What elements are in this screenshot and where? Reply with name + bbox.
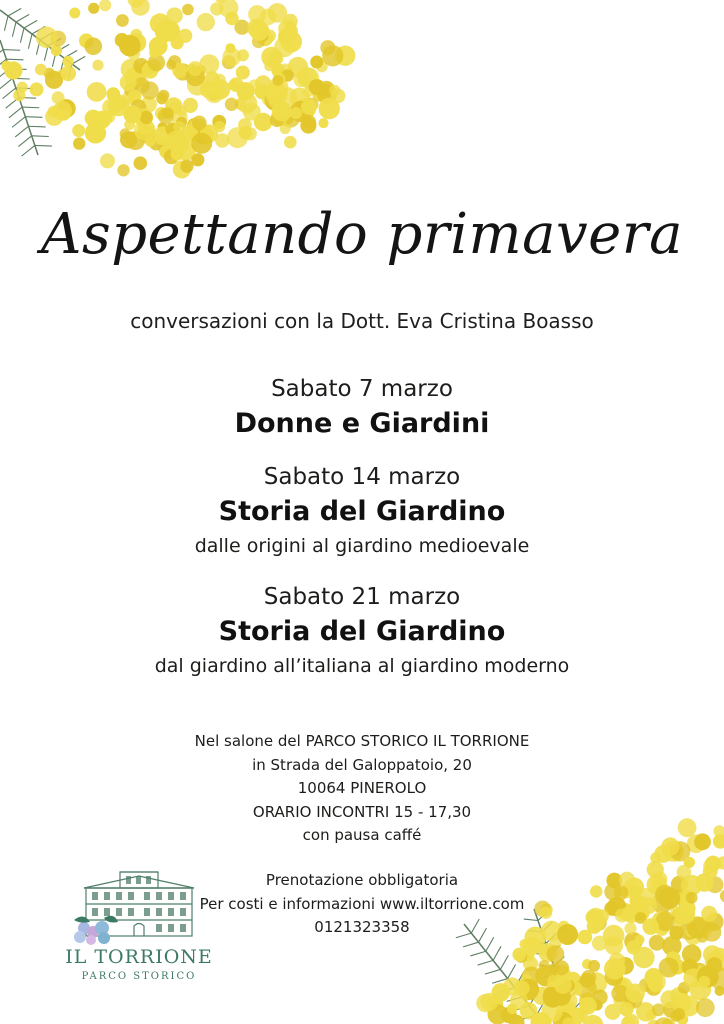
booking-note: Prenotazione obbligatoria [265, 871, 459, 889]
logo-name: IL TORRIONE [65, 946, 213, 968]
venue-line: con pausa caffé [302, 826, 422, 844]
event-1 [0, 376, 724, 439]
event-date: Sabato 7 marzo [271, 376, 453, 402]
event-date: Sabato 21 marzo [263, 584, 461, 610]
event-date: Sabato 14 marzo [263, 464, 461, 490]
event-topic: Storia del Giardino [218, 616, 506, 647]
villa-building-icon [60, 868, 218, 946]
venue-line: in Strada del Galoppatoio, 20 [252, 755, 472, 774]
info-website[interactable]: Per costi e informazioni www.iltorrione.com [199, 894, 525, 913]
event-topic: Storia del Giardino [218, 496, 506, 527]
logo-subtitle: PARCO STORICO [81, 971, 197, 982]
event-description: dal giardino all’italiana al giardino moderno [154, 655, 570, 677]
event-topic: Donne e Giardini [234, 408, 490, 439]
event-2 [0, 464, 724, 557]
poster-title: Aspettando primavera [41, 202, 683, 267]
torrione-logo [60, 868, 218, 988]
event-3 [0, 584, 724, 677]
venue-line: 10064 PINEROLO [297, 779, 427, 797]
venue-info [0, 730, 724, 848]
poster-subtitle: conversazioni con la Dott. Eva Cristina Boasso [130, 309, 594, 333]
phone-number[interactable]: 0121323358 [314, 918, 410, 936]
mimosa-top-decoration [0, 0, 360, 190]
venue-line: Nel salone del PARCO STORICO IL TORRIONE [194, 732, 530, 750]
venue-line: ORARIO INCONTRI 15 - 17,30 [252, 802, 472, 821]
event-description: dalle origini al giardino medioevale [194, 535, 530, 557]
